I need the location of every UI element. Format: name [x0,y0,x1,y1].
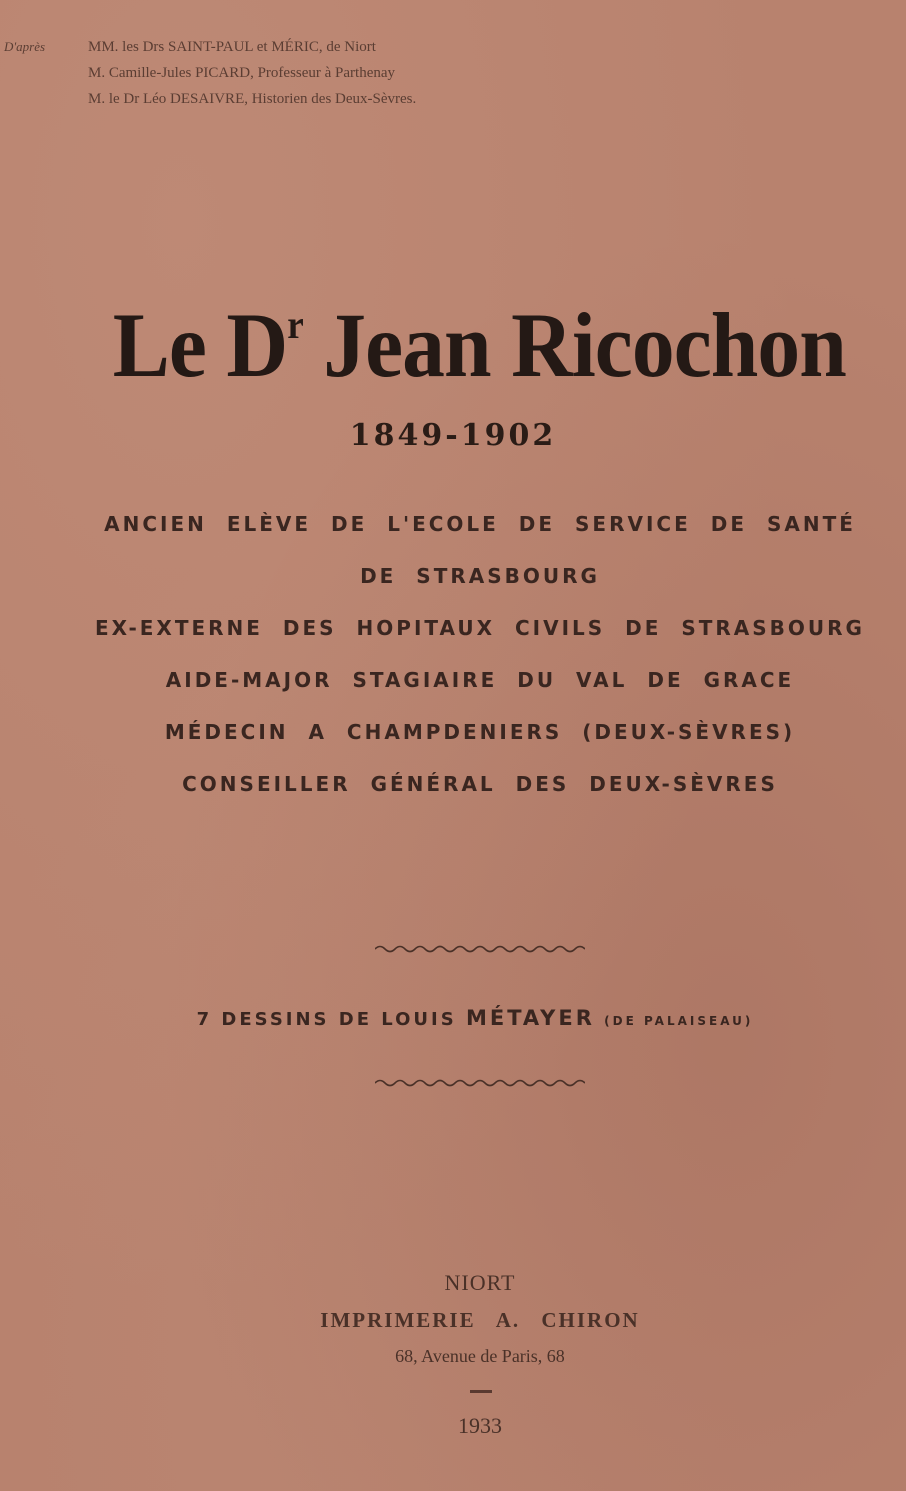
credits-lead: D'après [4,39,46,54]
qualification-line: DE STRASBOURG [360,564,600,588]
credits-line-2: M. Camille-Jules PICARD, Professeur à Parthenay [88,65,396,81]
drawings-credit [0,1006,906,1030]
title-name: Jean Ricochon [323,294,846,396]
qualification-line: EX-EXTERNE DES HOPITAUX CIVILS DE STRASBOURG [95,616,865,640]
credits-line [0,60,416,86]
title-prefix: Le D [112,294,288,396]
ornamental-rule-top [375,942,585,956]
qualifications-list [40,506,906,818]
drawings-artist: MÉTAYER [465,1006,595,1030]
drawings-post: (DE PALAISEAU) [604,1014,754,1028]
ornamental-rule-bottom [375,1076,585,1090]
credits-line-1: MM. les Drs SAINT-PAUL et MÉRIC, de Niort [88,39,376,55]
publisher-address: 68, Avenue de Paris, 68 [395,1346,565,1366]
qualification-line: MÉDECIN A CHAMPDENIERS (DEUX-SÈVRES) [164,720,796,744]
qualification-line: ANCIEN ELÈVE DE L'ECOLE DE SERVICE DE SANTÉ [104,512,856,536]
qualification-line: CONSEILLER GÉNÉRAL DES DEUX-SÈVRES [182,772,778,796]
publisher-city: NIORT [444,1270,516,1295]
page-title [33,292,906,398]
life-dates: 1849-1902 [349,418,557,453]
credits-line-3: M. le Dr Léo DESAIVRE, Historien des Deux-Sèvres. [88,91,417,107]
credits-block [0,34,416,112]
drawings-pre: 7 DESSINS DE LOUIS [196,1009,457,1030]
publisher-printer: IMPRIMERIE A. CHIRON [320,1308,640,1332]
separator-dash [470,1390,492,1393]
credits-line [0,86,416,112]
title-superscript: r [287,302,303,347]
credits-line [0,34,416,60]
qualification-line: AIDE-MAJOR STAGIAIRE DU VAL DE GRACE [165,668,795,692]
publication-year: 1933 [458,1413,502,1438]
